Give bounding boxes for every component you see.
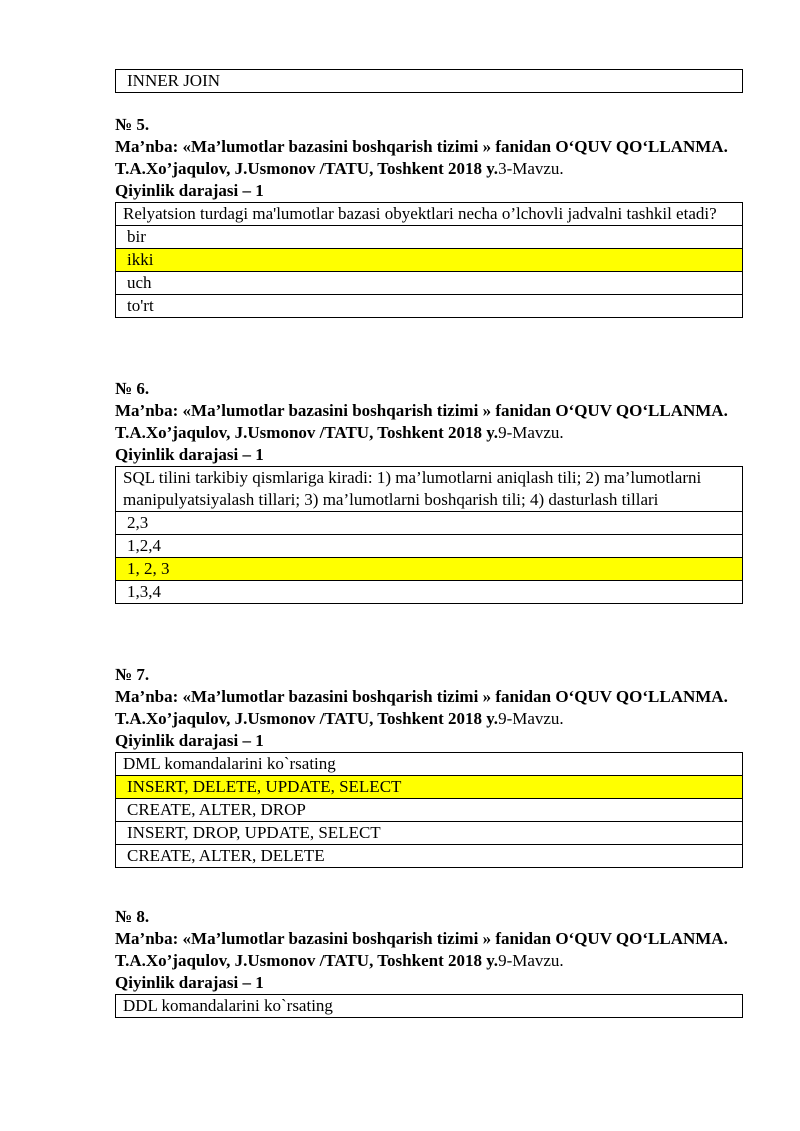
question-block-5 [115,92,743,318]
answer-option: 1,2,4 [116,535,743,558]
question-text: DDL komandalarini ko`rsating [116,995,743,1018]
question-source: Ma’nba: «Ma’lumotlar bazasini boshqarish tizimi » fanidan O‘QUV QO‘LLANMA. T.A.Xo’jaqulov, J.Usmonov /TATU, Toshkent 2018 y.3-Mavzu. [115,137,728,178]
difficulty-level: Qiyinlik darajasi – 1 [115,445,264,464]
answer-option: 2,3 [116,512,743,535]
question-table [115,752,743,868]
question-text: Relyatsion turdagi ma'lumotlar bazasi obyektlari necha o’lchovli jadvalni tashkil etadi? [116,203,743,226]
question-block-8 [115,884,743,1018]
answer-option-correct: INSERT, DELETE, UPDATE, SELECT [116,776,743,799]
difficulty-level: Qiyinlik darajasi – 1 [115,731,264,750]
answer-option: CREATE, ALTER, DROP [116,799,743,822]
question-source: Ma’nba: «Ma’lumotlar bazasini boshqarish tizimi » fanidan O‘QUV QO‘LLANMA. T.A.Xo’jaqulov, J.Usmonov /TATU, Toshkent 2018 y.9-Mavzu. [115,401,728,442]
question-table [115,466,743,604]
answer-option: INSERT, DROP, UPDATE, SELECT [116,822,743,845]
previous-answer-text: INNER JOIN [127,71,221,90]
question-number: № 6. [115,379,150,398]
answer-option: uch [116,272,743,295]
previous-answer-box [115,69,743,93]
question-table [115,994,743,1018]
difficulty-level: Qiyinlik darajasi – 1 [115,181,264,200]
answer-option-correct: 1, 2, 3 [116,558,743,581]
answer-option: bir [116,226,743,249]
question-block-6 [115,356,743,604]
answer-option: 1,3,4 [116,581,743,604]
answer-option: to'rt [116,295,743,318]
question-text: SQL tilini tarkibiy qismlariga kiradi: 1) ma’lumotlarni aniqlash tili; 2) ma’lumotlarni manipulyatsiyalash tillari; 3) ma’lumotlarni boshqarish tili; 4) dasturlash tillari [116,467,743,512]
question-source: Ma’nba: «Ma’lumotlar bazasini boshqarish tizimi » fanidan O‘QUV QO‘LLANMA. T.A.Xo’jaqulov, J.Usmonov /TATU, Toshkent 2018 y.9-Mavzu. [115,929,728,970]
question-text: DML komandalarini ko`rsating [116,753,743,776]
question-number: № 5. [115,115,150,134]
question-number: № 8. [115,907,150,926]
answer-option-correct: ikki [116,249,743,272]
difficulty-level: Qiyinlik darajasi – 1 [115,973,264,992]
question-number: № 7. [115,665,150,684]
question-table [115,202,743,318]
question-source: Ma’nba: «Ma’lumotlar bazasini boshqarish tizimi » fanidan O‘QUV QO‘LLANMA. T.A.Xo’jaqulov, J.Usmonov /TATU, Toshkent 2018 y.9-Mavzu. [115,687,728,728]
answer-option: CREATE, ALTER, DELETE [116,845,743,868]
question-block-7 [115,642,743,868]
